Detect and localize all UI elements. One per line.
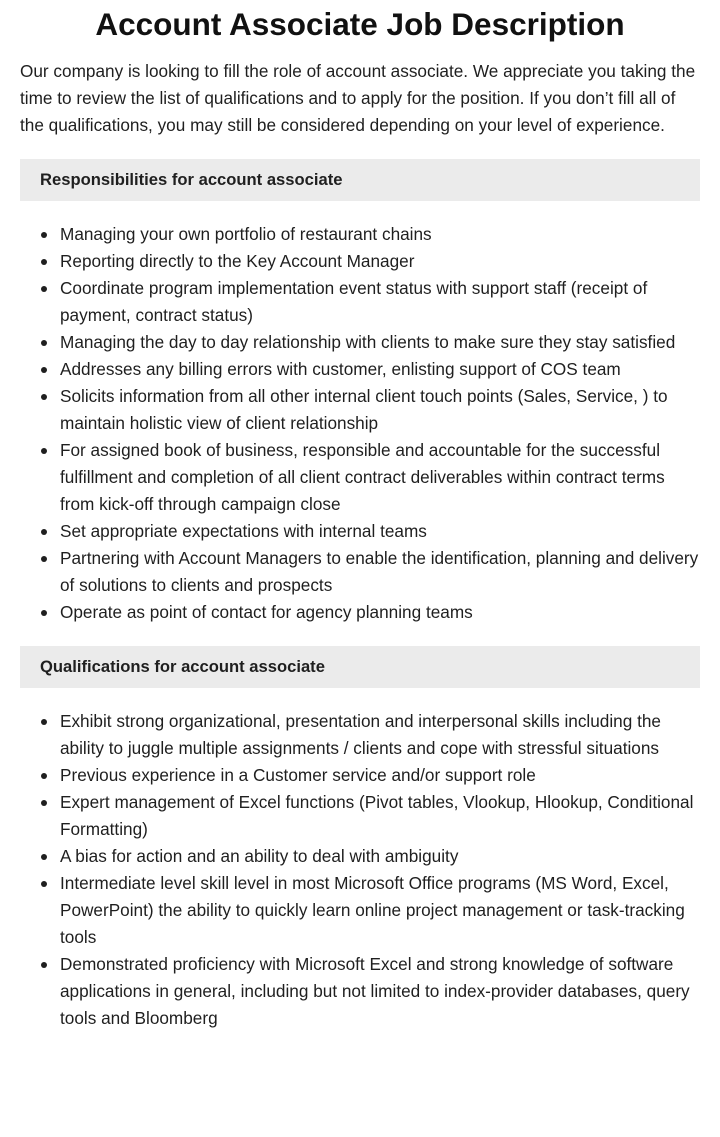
list-item bbox=[60, 329, 700, 356]
list-item bbox=[60, 951, 700, 1032]
responsibilities-list bbox=[20, 221, 700, 626]
list-item-text: Reporting directly to the Key Account Manager bbox=[60, 251, 415, 271]
list-item-text: Expert management of Excel functions (Pivot tables, Vlookup, Hlookup, Conditional Formatting) bbox=[60, 792, 694, 839]
list-item-text: Managing the day to day relationship with clients to make sure they stay satisfied bbox=[60, 332, 676, 352]
bullet-icon bbox=[41, 962, 47, 968]
list-item-text: Set appropriate expectations with internal teams bbox=[60, 521, 427, 541]
page-title: Account Associate Job Description bbox=[95, 6, 625, 42]
list-item bbox=[60, 383, 700, 437]
bullet-icon bbox=[41, 448, 47, 454]
list-item-text: Coordinate program implementation event status with support staff (receipt of payment, contract status) bbox=[60, 278, 648, 325]
bullet-icon bbox=[41, 529, 47, 535]
bullet-icon bbox=[41, 286, 47, 292]
list-item bbox=[60, 545, 700, 599]
bullet-icon bbox=[41, 610, 47, 616]
qualifications-heading: Qualifications for account associate bbox=[20, 646, 700, 688]
list-item-text: Intermediate level skill level in most Microsoft Office programs (MS Word, Excel, PowerPoint) the ability to quickly learn online project management or task-tracking tools bbox=[60, 873, 685, 947]
bullet-icon bbox=[41, 854, 47, 860]
list-item bbox=[60, 708, 700, 762]
list-item bbox=[60, 275, 700, 329]
list-item-text: For assigned book of business, responsible and accountable for the successful fulfillment and completion of all client contract deliverables within contract terms from kick-off through campaign close bbox=[60, 440, 665, 514]
list-item bbox=[60, 221, 700, 248]
list-item bbox=[60, 762, 700, 789]
list-item bbox=[60, 437, 700, 518]
list-item-text: Demonstrated proficiency with Microsoft Excel and strong knowledge of software applications in general, including but not limited to index-provider databases, query tools and Bloomberg bbox=[60, 954, 690, 1028]
responsibilities-heading: Responsibilities for account associate bbox=[20, 159, 700, 201]
bullet-icon bbox=[41, 394, 47, 400]
bullet-icon bbox=[41, 800, 47, 806]
list-item-text: Solicits information from all other internal client touch points (Sales, Service, ) to maintain holistic view of client relationship bbox=[60, 386, 668, 433]
bullet-icon bbox=[41, 881, 47, 887]
list-item-text: A bias for action and an ability to deal with ambiguity bbox=[60, 846, 459, 866]
list-item bbox=[60, 518, 700, 545]
list-item-text: Operate as point of contact for agency planning teams bbox=[60, 602, 473, 622]
list-item bbox=[60, 599, 700, 626]
list-item bbox=[60, 843, 700, 870]
intro-paragraph: Our company is looking to fill the role of account associate. We appreciate you taking the time to review the list of qualifications and to apply for the position. If you don’t fill all of the qualifications, you may still be considered depending on your level of experience. bbox=[20, 61, 696, 135]
list-item bbox=[60, 248, 700, 275]
list-item-text: Exhibit strong organizational, presentation and interpersonal skills including the ability to juggle multiple assignments / clients and cope with stressful situations bbox=[60, 711, 661, 758]
bullet-icon bbox=[41, 367, 47, 373]
list-item bbox=[60, 789, 700, 843]
bullet-icon bbox=[41, 719, 47, 725]
qualifications-list bbox=[20, 708, 700, 1032]
bullet-icon bbox=[41, 773, 47, 779]
bullet-icon bbox=[41, 556, 47, 562]
list-item-text: Previous experience in a Customer service and/or support role bbox=[60, 765, 536, 785]
list-item-text: Addresses any billing errors with customer, enlisting support of COS team bbox=[60, 359, 621, 379]
bullet-icon bbox=[41, 232, 47, 238]
list-item bbox=[60, 870, 700, 951]
list-item-text: Managing your own portfolio of restaurant chains bbox=[60, 224, 432, 244]
bullet-icon bbox=[41, 340, 47, 346]
bullet-icon bbox=[41, 259, 47, 265]
list-item-text: Partnering with Account Managers to enable the identification, planning and delivery of solutions to clients and prospects bbox=[60, 548, 699, 595]
list-item bbox=[60, 356, 700, 383]
